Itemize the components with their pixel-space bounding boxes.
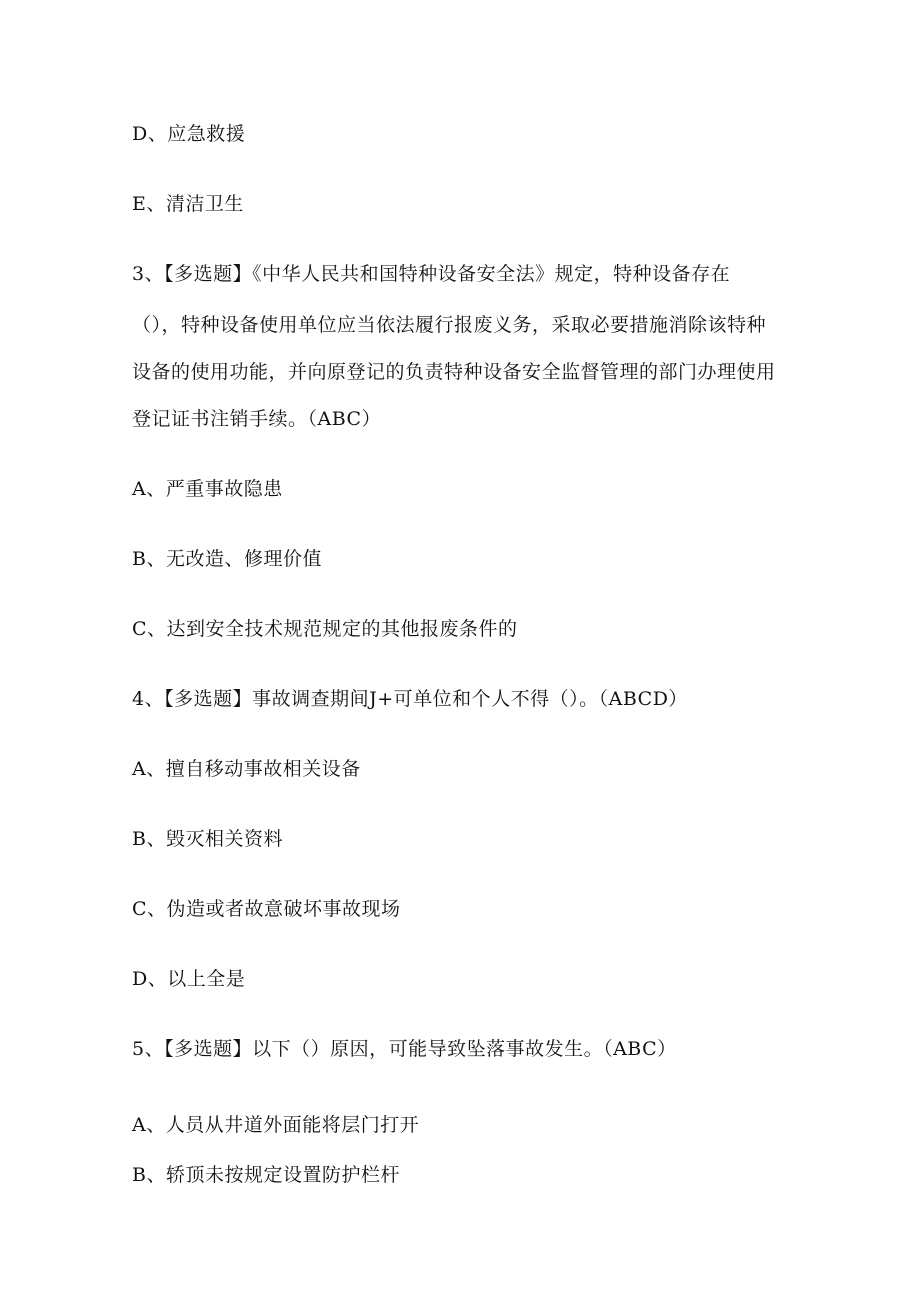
q4-option-d: D、以上全是 [132, 968, 246, 990]
q5-option-a: A、人员从井道外面能将层门打开 [132, 1114, 420, 1136]
q4-option-c: C、伪造或者故意破坏事故现场 [132, 898, 401, 920]
q2-option-d: D、应急救援 [132, 123, 246, 145]
q3-stem-line-1: 3、【多选题】《中华人民共和国特种设备安全法》规定，特种设备存在 [132, 263, 731, 285]
q3-option-a: A、严重事故隐患 [132, 478, 283, 500]
q4-option-a: A、擅自移动事故相关设备 [132, 758, 361, 780]
q3-stem-line-2: （），特种设备使用单位应当依法履行报废义务，采取必要措施消除该特种 [132, 314, 767, 336]
q4-option-b: B、毁灭相关资料 [132, 828, 283, 850]
q3-option-b: B、无改造、修理价值 [132, 548, 322, 570]
q3-option-c: C、达到安全技术规范规定的其他报废条件的 [132, 618, 518, 640]
q3-stem-line-3: 设备的使用功能，并向原登记的负责特种设备安全监督管理的部门办理使用 [132, 361, 776, 383]
q3-stem-line-4: 登记证书注销手续。（ABC） [132, 408, 382, 430]
q5-stem: 5、【多选题】以下（）原因，可能导致坠落事故发生。（ABC） [132, 1038, 677, 1060]
q5-option-b: B、轿顶未按规定设置防护栏杆 [132, 1164, 400, 1186]
q2-option-e: E、清洁卫生 [132, 193, 244, 215]
q4-stem: 4、【多选题】事故调查期间J+可单位和个人不得（）。（ABCD） [132, 688, 688, 710]
